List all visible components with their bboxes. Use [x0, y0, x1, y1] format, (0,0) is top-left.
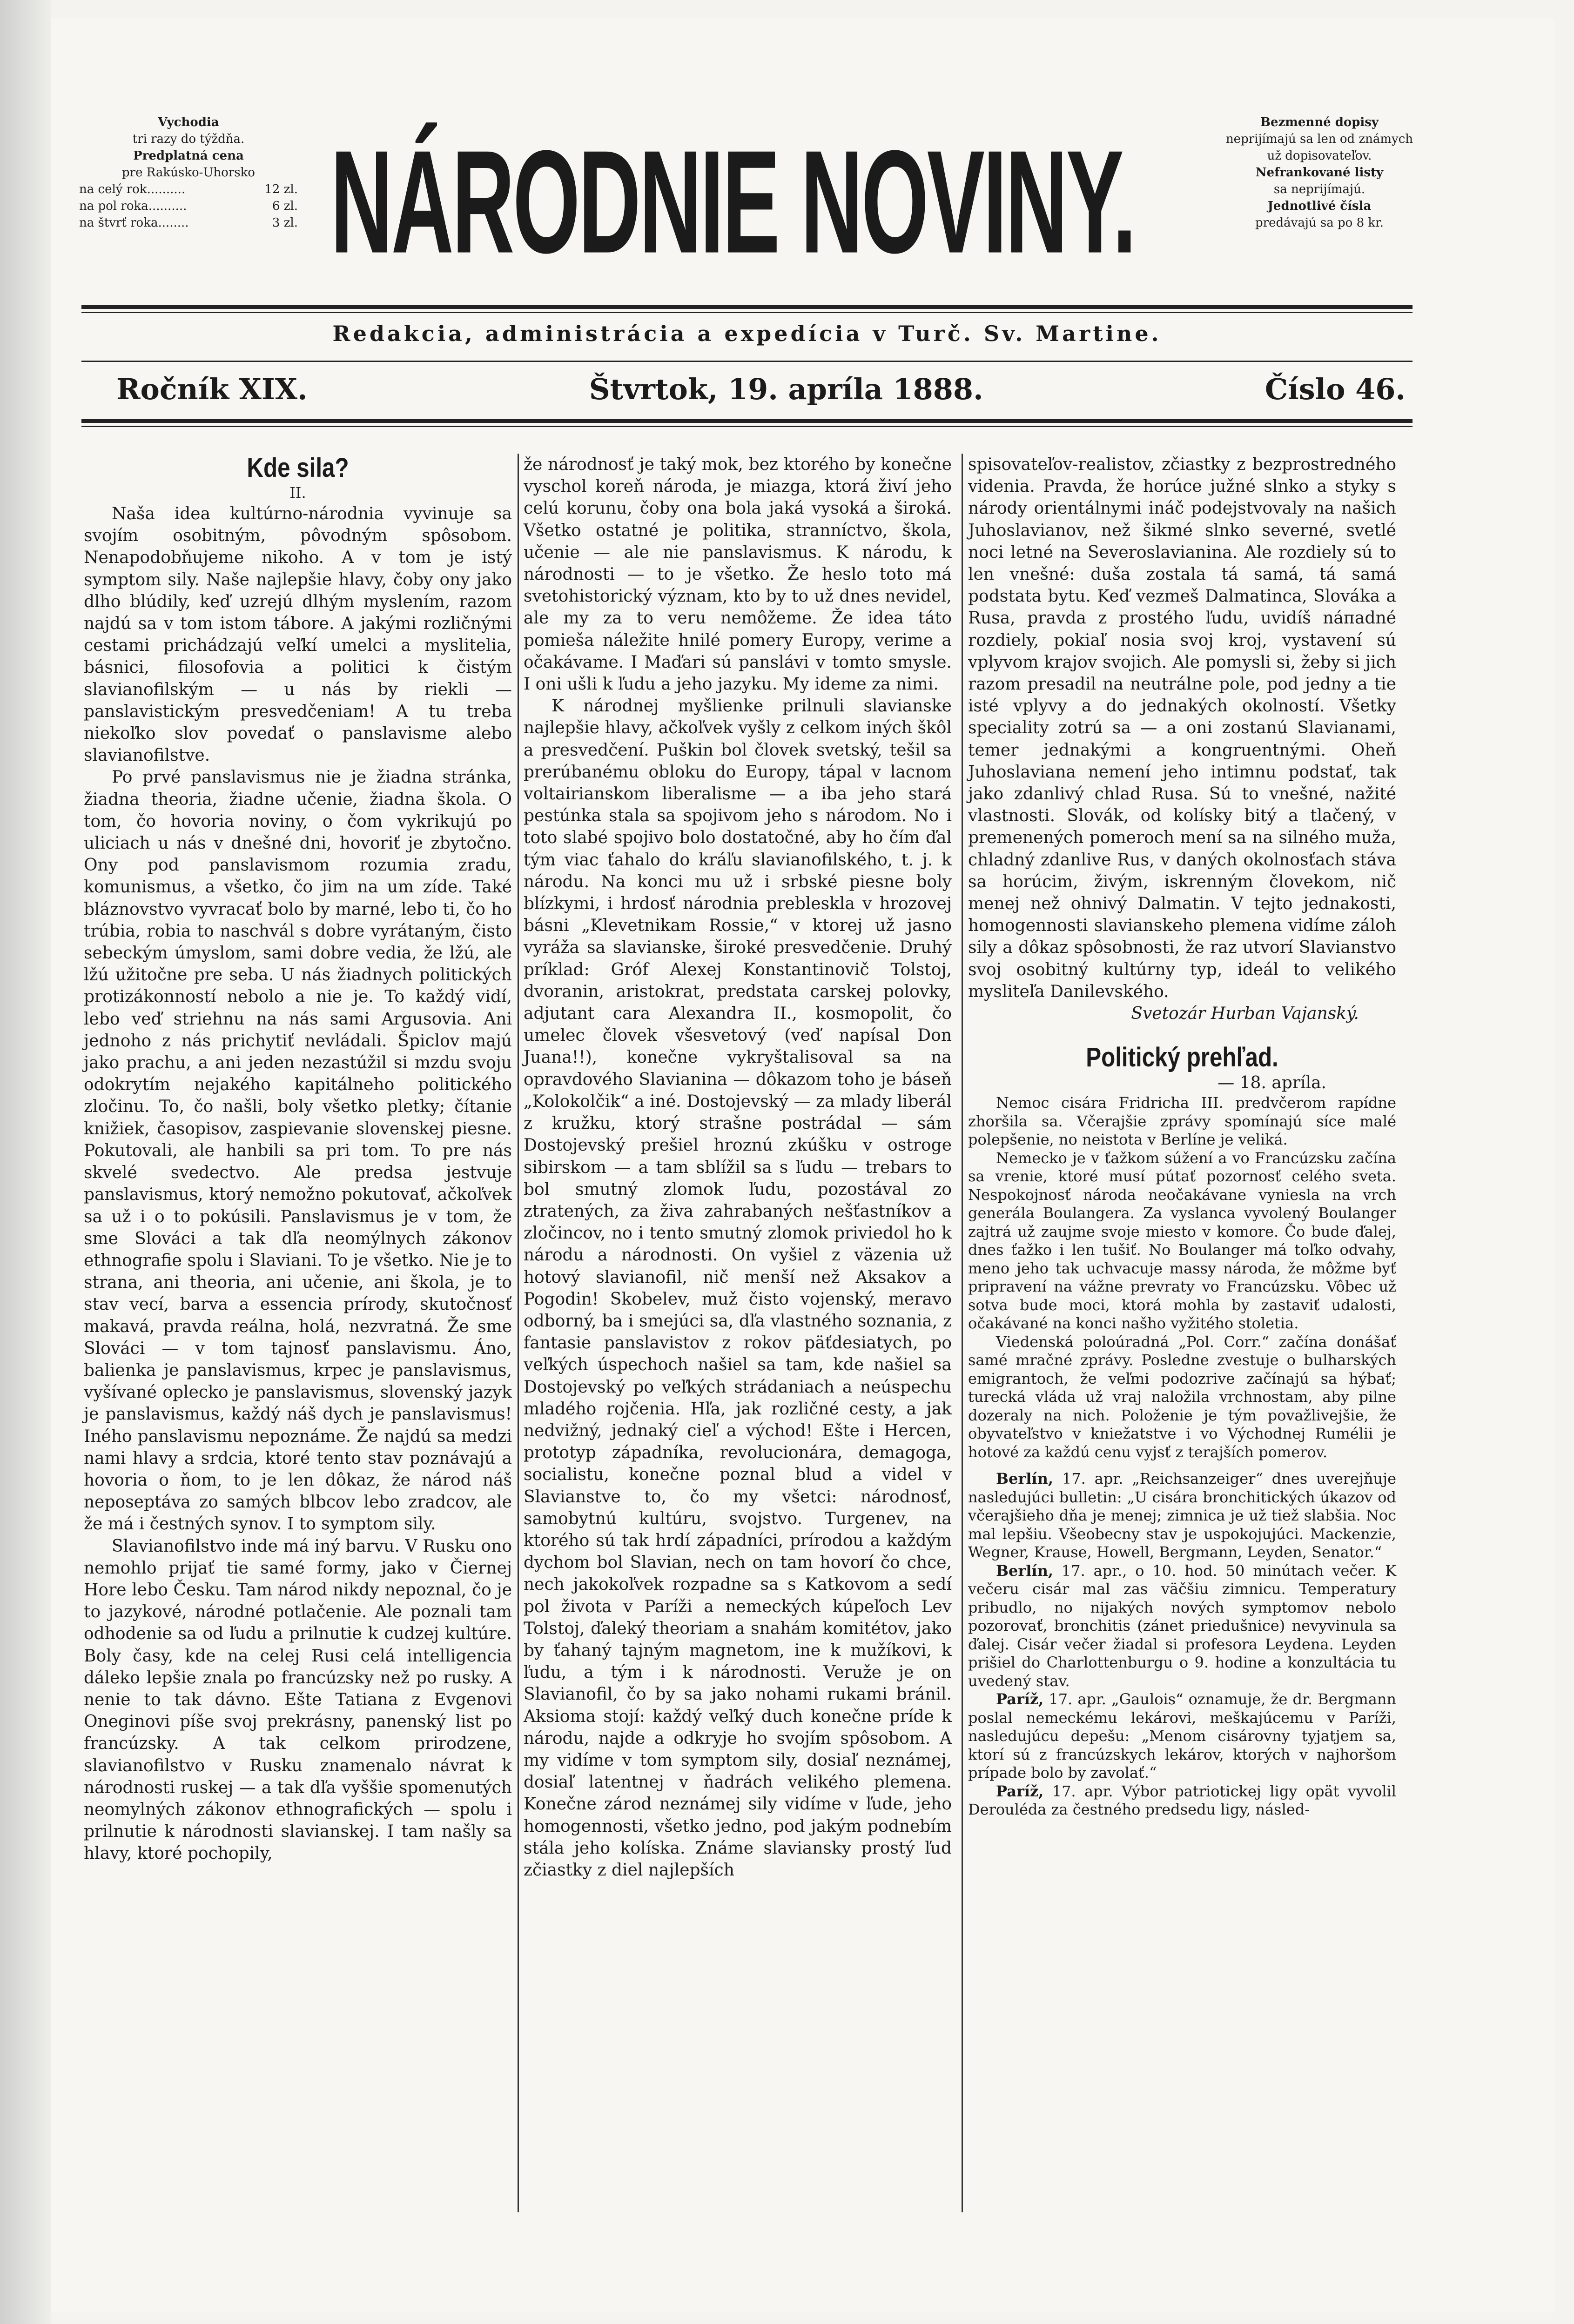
telegram — [968, 1562, 1396, 1691]
editorial-address: Redakcia, administrácia a expedícia v Turč. Sv. Martine. — [332, 321, 1162, 346]
notice-text: predávajú sa po 8 kr. — [1255, 216, 1384, 230]
article-paragraph: spisovateľov-realistov, zčiastky z bezprostredného videnia. Pravda, že horúce južné slnko a styky s národy orientálnymi ináč podejstvovaly na našich Juhoslavianov, než šikmé slnko severné, svetlé noci letné na Severoslavianina. Ale rozdiely sú to len vnešné: duša zostala tá samá, tá samá podstata bytu. Keď vezmeš Dalmatinca, Slováka a Rusa, pravda z prostého ľudu, uvidíš náпadné rozdiely, pokiaľ nosia svoj kroj, vystavení sú vplyvom krajov svojich. Ale pomysli si, žeby si jich razom presadil na neutrálne pole, pod jedny a tie isté vplyvy a do jednakých okolností. Všetky speciality zotrú sa — a oni zostanú Slavianami, temer jednakými a kongruentnými. Oheň Juhoslaviana nemení jeho intimnu podstať, tak jako zdanlivý chlad Rusa. Sú to vnešné, nažité vlastnosti. Slovák, od kolísky bitý a tlačený, v premenených pomeroch mení sa na silného muža, chladný zdanlive Rus, v daných okolnosťach stáva sa horúcim, živým, iskrenným človekom, nič menej než ohnivý Dalmatin. V tejto jednakosti, homogennosti slavianskeho plemena vidíme záloh sily a dôkaz spôsobnosti, že raz utvorí Slavianstvo svoj osobitný kultúrny typ, ideál to velikého mysliteľa Danilevského. — [968, 455, 1396, 1001]
section-date: — 18. apríla. — [1217, 1073, 1326, 1093]
masthead-rule — [81, 361, 1413, 362]
volume-number: Ročník XIX. — [116, 372, 308, 406]
article-paragraph: Naša idea kultúrno-národnia vyvinuje sa svojím osobitným, pôvodným spôsobom. Nenapodobňujeme nikoho. A v tom je istý symptom sily. Naše najlepšie hlavy, čoby ony jako dlho blúdily, keď uzrejú dlhým myslením, razom najdú sa v tom istom tábore. A jakými rozličnými cestami prichádzajú veľkí umelci a myslitelia, básnici, filosofovia a politici k čistým slavianofilským — u nás by riekli — panslavistickým presvedčeniam! A tu treba niekoľko slov povedať o panslavisme alebo slavianofilstve. — [84, 504, 512, 765]
subscription-box — [79, 114, 298, 231]
price-row — [79, 198, 298, 214]
telegram-place: Berlín, — [996, 1561, 1053, 1580]
dateline — [116, 372, 1406, 406]
news-paragraph: Nemecko je v ťažkom súžení a vo Francúzsku začína sa vrenie, ktoré musí pútať pozornosť celého sveta. Nespokojnosť národa neočakávane vyniesla na vrch generála Boulangera. Za vyslanca vyvolený Boulanger zajtrá už zaujme svoje miesto v komore. Čo bude ďalej, dnes ťažko i len tušiť. No Boulanger má toľko odvahy, meno jeho tak uchvacuje massy národa, že môžme byť pripravení na vážne prevraty vo Francúzsku. Vôbec už sotva bude moci, ktorá mohla by zastaviť udalosti, očakávané na konci našho vyžitého stoletia. — [968, 1149, 1396, 1333]
price-row-label: na štvrť roka........ — [79, 216, 189, 230]
page-edge — [0, 0, 51, 2324]
telegram — [968, 1690, 1396, 1782]
price-row-value: 6 zl. — [272, 199, 298, 213]
news-paragraph: Nemoc cisára Fridricha III. predvčerom rapídne zhoršila sa. Včerajšie zprávy spomínajú síce malé polepšenie, no neistota v Berlíne je veliká. — [968, 1094, 1396, 1149]
telegram — [968, 1782, 1396, 1819]
notice-box — [1210, 114, 1429, 231]
column-separator — [962, 454, 963, 2212]
telegram-place: Paríž, — [996, 1690, 1044, 1708]
article-paragraph: K národnej myšlienke prilnuli slavianske najlepšie hlavy, ačkoľvek vyšly z celkom iných škôl a presvedčení. Puškin bol človek svetský, tešil sa prerúbanému obloku do Europy, tápal v lacnom voltairianskom liberalisme — a iba jeho stará pestúnka stala sa spojivom jeho s národom. No i toto slabé spojivo bolo dostatočné, aby ho čím ďal tým viac ťahalo do kráľu slavianofilského, t. j. k národu. Na konci mu už i srbské piesne boly blízkymi, i hrdosť národnia prebleskla v hrozovej básni „Klevetnikam Rossie,“ v ktorej už jasno vyráža sa slavianske, široké presvedčenie. Druhý príklad: Gróf Alexej Konstantinovič Tolstoj, dvoranin, aristokrat, predstata carskej polovky, adjutant cara Alexandra II., kosmopolit, čo umelec človek všesvetový (veď napísal Don Juana!!), konečne vykryštalisoval sa na opravdového Slavianina — dôkazom toho je báseň „Kolokolčik“ a iné. Dostojevský — za mlady liberál z kružku, ktorý strašne postrádal — sám Dostojevský prešiel hroznú zkúšku v ostroge sibirskom — a tam sblížil sa s ľudu — trebars to bol smutný zlomok ľudu, pozostával zo ztratených, za živa zahrabaných nešťastníkov a zločincov, no i tento smutný zlomok priviedol ho k národu a národnosti. On vyšiel z väzenia už hotový slavianofil, nič menší než Aksakov a Pogodin! Skobelev, muž čisto vojenský, meravo odborný, ba i smejúci sa, dľa vlastného soznania, z fantasie panslavistov z rokov päťdesiatych, po veľkých úspechoch našiel sa tam, kde našiel sa Dostojevský po veľkých strádaniach a neúspechu mladého rojčenia. Hľa, jak rozličné cesty, a jak nedvižný, jednaký cieľ a východ! Ešte i Hercen, prototyp západníka, revolucionára, demagoga, socialistu, konečne poznal blud a videl v Slavianstve to, čo my všetci: národnosť, samobytnú kultúru, svojstvo. Turgenev, na ktorého sú tak hrdí západníci, prírodou a každým dychom bol Slavian, nech on tam hovorí čo chce, nech jakokoľvek rozpadne sa s Katkovom a sedí pol života v Paríži a nemeckých kúpeľoch Lev Tolstoj, ďaleký theoriam a snahám komitétov, jako by ťahaný tajným magnetom, ine k mužíkovi, k ľudu, a tým i k národnosti. Veruže je on Slavianofil, čo by sa jako nohami rukami bránil. Aksioma stojí: každý veľký duch konečne príde k národu, najde a odkryje ho svojím spôsobom. A my vidíme v tom symptom sily, dosiaľ neznámej, dosiaľ latentnej v ňadrách velikého plemena. Konečne zárod neznámej sily vidíme v ľude, jeho homogennosti, všetko jedno, pod jakým podnebím stála jeho kolíska. Známe slaviansky prostý ľud zčiastky z diel najlepších — [524, 697, 952, 1880]
telegram-text: 17. apr. „Reichsanzeiger“ dnes uverejňuje nasledujúci bulletin: „U cisára bronchitických úkazov od včerajšieho dňa je menej; zimnica je už tiež slabšia. Noc mal lepšiu. Všeobecny stav je uspokojujúci. Mackenzie, Wegner, Krause, Howell, Bergmann, Leyden, Senator.“ — [968, 1470, 1397, 1561]
issue-number: Číslo 46. — [1265, 372, 1406, 406]
column-separator — [518, 454, 519, 2212]
masthead-rule — [81, 305, 1413, 309]
column-1 — [84, 454, 512, 1865]
article-heading: Kde sila? — [247, 453, 349, 483]
price-heading: Predplatná cena — [133, 149, 244, 163]
publish-frequency: tri razy do týždňa. — [132, 132, 245, 146]
article-part: II. — [289, 484, 306, 502]
issue-date: Štvrtok, 19. apríla 1888. — [589, 372, 983, 406]
article-signature: Svetozár Hurban Vajanský. — [1131, 1004, 1359, 1024]
price-row-value: 12 zl. — [264, 182, 298, 196]
telegram-text: 17. apr. „Gaulois“ oznamuje, že dr. Bergmann poslal nemeckému lekárovi, meškajúcemu v Paríži, nasledujúcu depešu: „Menom cisárovny tyjatjem sa, ktorí sú z francúzskych lekárov, ktorých v najhoršom prípade bolo by zavolať.“ — [968, 1690, 1397, 1782]
article-paragraph: Po prvé panslavismus nie je žiadna stránka, žiadna theoria, žiadne učenie, žiadna škola. O tom, čo hovoria noviny, o čom vykrikujú po uliciach u nás v dnešné dni, hovoriť je zbytočno. Ony pod panslavismom rozumia zradu, komunismus, a všetko, čo jim na um zíde. Také bláznovstvo vyvracať bolo by marné, lebo ti, čo ho trúbia, robia to naschvál s dobre vyrátaným, čisto sebeckým úmyslom, sami dobre vedia, že lžú, ale lžú užitočne pre seba. U nás žiadnych politických protizákonností nebolo a nie je. To každý vidí, lebo veď striehnu na nás sami Argusovia. Ani jednoho z nás prichytiť nevládali. Špiclov majú jako prachu, a ani jeden nezastúžil si mzdu svoju odokrytím nejakého kapitálneho politického zločinu. To, čo našli, boly všetko pletky; čítanie knižiek, časopisov, zaspievanie slovenskej piesne. Pokutovali, ale hanbili sa pri tom. To pre nás skvelé svedectvo. Ale predsa jestvuje panslavismus, ktorý nemožno pokutovať, ačkoľvek sa už i o to pokúsili. Panslavismus je v tom, že sme Slováci a tak dľa neomýlnych zákonov ethnografie spolu i Slaviani. To je všetko. Nie je to strana, ani theoria, ani učenie, ani škola, je to stav vecí, barva a essencia prírody, skutočnosť makavá, pravda reálna, holá, nezvratná. Že sme Slováci — v tom tajnosť panslavismu. Áno, balienka je panslavismus, krpec je panslavismus, vyšívané oplecko je panslavismus, slovenský jazyk je panslavismus, každý náš dych je panslavismus! Iného panslavismu nepoznáme. Že najdú sa medzi nami hlavy a srdcia, ktoré tento stav poznávajú a hovoria o ňom, to je len dôkaz, že národ náš neposeptáva zo samých blbcov lebo zradcov, ale že má i čestných synov. I to symptom sily. — [84, 768, 512, 1534]
article-paragraph: Slavianofilstvo inde má iný barvu. V Rusku ono nemohlo prijať tie samé formy, jako v Čiernej Hore lebo Česku. Tam národ nikdy nepoznal, čo je to jazykové, národné potlačenie. Ale poznali tam odhodenie sa od ľudu a prilnutie k cudzej kultúre. Boly časy, kde na celej Rusi celá intelligencia dáleko lepšie znala po francúzsky než po rusky. A nenie to tak dávno. Ešte Tatiana z Evgenovi Oneginovi píše svoj prekrásny, panenský list po francúzsky. A tak celkom prirodzene, slavianofilstvo v Rusku znamenalo návrat k národnosti ruskej — a tak dľa vyššie spomenutých neomylných zákonov ethnografických — spolu i prilnutie k národnosti slavianskej. I tam našly sa hlavy, ktoré pochopily, — [84, 1536, 512, 1863]
newspaper-title: NÁRODNIE NOVINY. — [330, 119, 1135, 284]
notice-text: už dopisovateľov. — [1267, 149, 1372, 163]
dateline-rule — [81, 426, 1413, 427]
notice-text: sa neprijímajú. — [1273, 182, 1365, 196]
dateline-rule — [81, 419, 1413, 423]
masthead-rule — [81, 312, 1413, 313]
section-heading: Politický prehľad. — [1086, 1042, 1278, 1073]
price-row — [79, 181, 298, 198]
column-2 — [524, 454, 952, 1881]
notice-heading: Jednotlivé čísla — [1267, 199, 1372, 213]
telegram-place: Paríž, — [996, 1782, 1044, 1800]
notice-heading: Bezmenné dopisy — [1260, 115, 1379, 129]
telegram-text: 17. apr., o 10. hod. 50 minútach večer. K večeru cisár mal zas väčšiu zimnicu. Temperatury pribudlo, no nijakých nových symptomov nebolo pozorovať, bronchitis (zánet priedušnice) nevyvinula sa ďalej. Cisár večer žiadal si profesora Leydena. Leyden prišiel do Charlottenburgu o 9. hodine a konzultácia tu uvedený stav. — [968, 1561, 1397, 1690]
telegram — [968, 1470, 1396, 1562]
article-paragraph: že národnosť je taký mok, bez ktorého by konečne vyschol koreň národa, je miazga, ktorá živí jeho celú korunu, čoby ona bola jaká vysoká a široká. Všetko ostatné je politika, stranníctvo, škola, učenie — ale nie panslavismus. K národu, k národnosti — to je všetko. Že heslo toto má svetohistorický význam, kto by to už dnes nevidel, ale my za to veru nemôžeme. Že idea táto pomiešа náležite hnilé pomery Europy, verime a očakávame. I Maďari sú panslávi v tomto smysle. I oni ušli k ľudu a jeho jazyku. My ideme za nimi. — [524, 455, 952, 694]
news-paragraph: Viedenská poloúradná „Pol. Corr.“ začína donášať samé mračné zprávy. Posledne zvestuje o bulharských emigrantoch, že veľmi podozrive začínajú sa hýbať; turecká vláda už vraj naložila vrchnostam, aby pilne dozeraly na nich. Položenie je tým považlivejšie, že obyvateľstvo v kniežatstve i vo Východnej Rumélii je hotové za každú cenu vyjsť z terajších pomerov. — [968, 1333, 1396, 1461]
price-row — [79, 214, 298, 231]
publish-frequency-heading: Vychodia — [158, 115, 219, 129]
notice-heading: Nefrankované listy — [1255, 166, 1384, 180]
price-row-label: na pol roka.......... — [79, 199, 187, 213]
price-row-label: na celý rok.......... — [79, 182, 186, 196]
telegram-text: 17. apr. Výbor patriotickej ligy opät vyvolil Derouléda za čestného predsedu ligy, násled- — [968, 1782, 1397, 1819]
price-row-value: 3 zl. — [272, 216, 298, 230]
column-3 — [968, 454, 1396, 1819]
notice-text: neprijímajú sa len od známych — [1225, 132, 1413, 146]
telegram-place: Berlín, — [996, 1470, 1053, 1488]
price-region: pre Rakúsko-Uhorsko — [122, 166, 255, 180]
